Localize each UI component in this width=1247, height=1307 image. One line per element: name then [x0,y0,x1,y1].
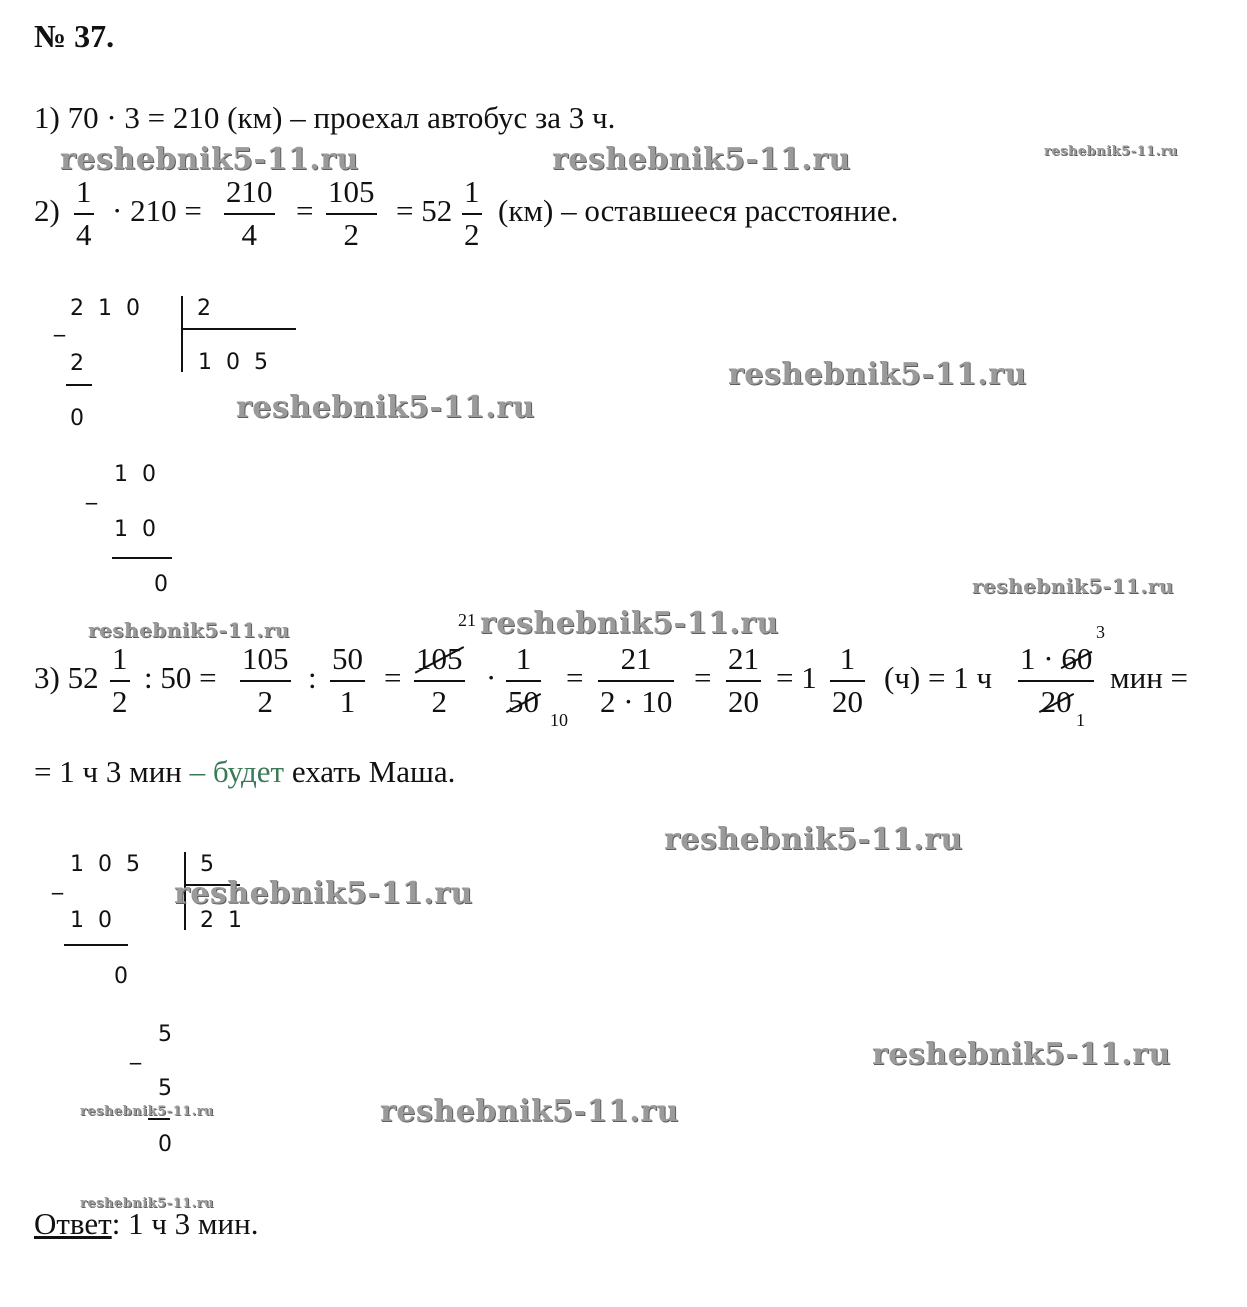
numerator: 1 [839,641,856,676]
fraction-21-2x10 [598,643,674,717]
numerator: 105 [416,641,463,676]
minus-sign: _ [52,870,63,895]
fraction-1-4 [74,176,94,250]
numerator: 1 [464,174,480,209]
denominator: 4 [76,217,92,252]
numerator: 21 [620,641,652,676]
denominator: 2 [464,217,480,252]
step-2-eq1: = [296,193,314,228]
step-2-label: 2) [34,193,60,228]
answer [34,1206,258,1242]
numerator: 1 [515,641,532,676]
step-2-eq2: = 52 [396,193,453,228]
denominator: 2 [257,684,273,719]
numerator: 50 [332,641,363,676]
step-3-op1: : 50 = [144,660,217,695]
answer-label: Ответ [34,1206,112,1241]
step-3-op2: : [308,660,317,695]
watermark: reshebnik5-11.ru [380,1094,679,1129]
fraction-50-1 [330,643,365,717]
divisor: 5 [200,852,214,877]
step-3-op7: = 1 [776,660,817,695]
denominator: 4 [241,217,257,252]
fraction-1-50-crossed [506,643,541,717]
denominator: 2 [112,684,128,719]
watermark: reshebnik5-11.ru [480,606,779,641]
step-3-op8: (ч) = 1 ч [884,660,993,695]
watermark: reshebnik5-11.ru [552,142,851,177]
reduced-10: 10 [550,710,568,730]
result-part2: – будет [189,754,285,789]
watermark: reshebnik5-11.ru [174,876,473,911]
numerator: 105 [328,174,375,209]
minus-sign-2: _ [86,480,97,505]
numerator: 1 · 60 [1020,641,1093,676]
step-3-op4: · [486,660,497,695]
quotient: 1 0 5 [198,350,268,375]
result-part1: = 1 ч 3 мин [34,754,190,789]
denominator: 20 [1040,684,1072,719]
numerator: 105 [242,641,289,676]
denominator: 2 [343,217,359,252]
fraction-1-2 [462,176,482,250]
step-3-op3: = [384,660,402,695]
dividend: 1 0 5 [70,852,140,877]
step-3-op6: = [694,660,712,695]
fraction-210-4 [224,176,275,250]
remainder-2: 0 [154,572,168,597]
subtract-1: 1 0 [70,908,112,933]
result-line [34,754,455,790]
step-2-tail: (км) – оставшееся расстояние. [498,193,899,228]
numerator: 1 [112,641,128,676]
subtract-1: 2 [70,351,84,376]
fraction-1-2 [110,643,130,717]
denominator: 20 [728,684,759,719]
watermark: reshebnik5-11.ru [664,822,963,857]
fraction-105-2 [326,176,377,250]
denominator: 20 [832,684,863,719]
fraction-105-2-crossed [414,643,465,717]
reduced-3: 3 [1096,622,1105,642]
step-1: 1) 70 · 3 = 210 (км) – проехал автобус за 3 ч. [34,100,616,135]
problem-number: № 37. [34,18,115,54]
numerator: 21 [728,641,759,676]
reduced-21: 21 [458,610,476,630]
brought-down: 5 [158,1022,172,1047]
fraction-1-20 [830,643,865,717]
minus-sign-2: _ [130,1040,141,1065]
denominator: 2 · 10 [600,684,673,719]
numerator: 210 [226,174,273,209]
watermark: reshebnik5-11.ru [872,1037,1171,1072]
remainder-2: 0 [158,1132,172,1157]
denominator: 2 [431,684,447,719]
minus-sign: _ [54,312,65,337]
result-part3: ехать Маша. [284,754,456,789]
watermark: reshebnik5-11.ru [80,1196,215,1211]
fraction-1x60-20-crossed [1018,643,1094,717]
fraction-21-20 [726,643,761,717]
subtract-2: 5 [158,1076,172,1101]
watermark: reshebnik5-11.ru [728,357,1027,392]
denominator: 1 [339,684,356,719]
step-3-label: 3) 52 [34,660,99,695]
denominator: 50 [508,684,539,719]
watermark: reshebnik5-11.ru [88,618,290,642]
quotient: 2 1 [200,908,242,933]
numerator: 1 [76,174,92,209]
step-3-op9: мин = [1110,660,1189,695]
watermark: reshebnik5-11.ru [80,1104,215,1119]
watermark: reshebnik5-11.ru [236,390,535,425]
watermark: reshebnik5-11.ru [972,574,1174,598]
dividend: 2 1 0 [70,296,140,321]
answer-text: : 1 ч 3 мин. [111,1206,259,1241]
remainder-1: 0 [114,964,128,989]
step-2-mult: · 210 = [112,193,202,228]
remainder-1: 0 [70,406,84,431]
step-3-op5: = [566,660,584,695]
subtract-2: 1 0 [114,517,156,542]
fraction-105-2 [240,643,291,717]
watermark: reshebnik5-11.ru [1044,144,1179,159]
divisor: 2 [197,296,211,321]
brought-down: 1 0 [114,462,156,487]
reduced-1: 1 [1076,710,1085,730]
watermark: reshebnik5-11.ru [60,142,359,177]
